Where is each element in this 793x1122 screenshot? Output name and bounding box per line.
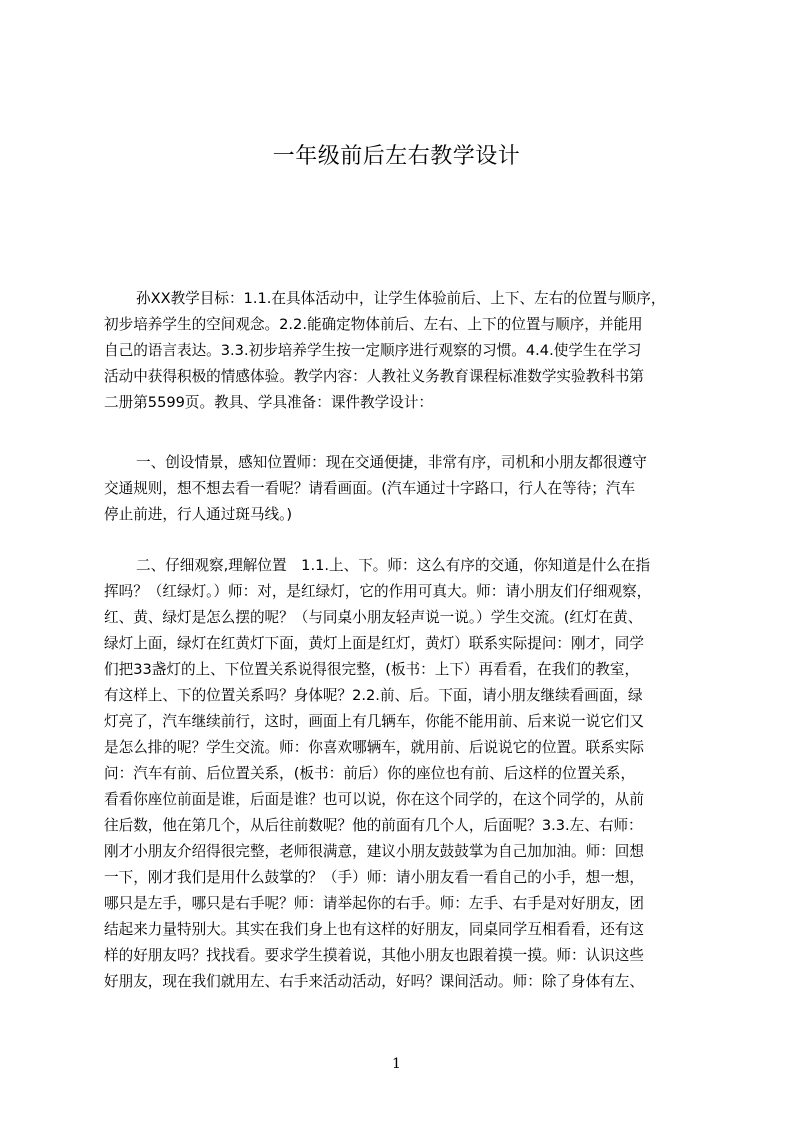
paragraph-line: 一、创设情景，感知位置师：现在交通便捷，非常有序，司机和小朋友都很遵守 xyxy=(136,454,647,471)
paragraph-line: 自己的语言表达。3.3.初步培养学生按一定顺序进行观察的习惯。4.4.使学生在学习 xyxy=(104,342,642,359)
paragraph-line: 灯亮了，汽车继续前行，这时，画面上有几辆车，你能不能用前、后来说一说它们又 xyxy=(104,713,644,730)
paragraph-line: 绿灯上面，绿灯在红黄灯下面，黄灯上面是红灯，黄灯）联系实际提问：刚才，同学 xyxy=(104,635,644,652)
paragraph-line: 活动中获得积极的情感体验。教学内容：人教社义务教育课程标准数学实验教科书第 xyxy=(104,368,644,385)
paragraph-line: 交通规则，想不想去看一看呢？请看画面。(汽车通过十字路口，行人在等待；汽车 xyxy=(104,480,636,497)
paragraph-line: 二、仔细观察,理解位置 1.1.上、下。师：这么有序的交通，你知道是什么在指 xyxy=(136,557,651,574)
paragraph-line: 停止前进，行人通过斑马线。) xyxy=(104,506,293,523)
paragraph-objectives xyxy=(104,286,716,416)
document-title: 一年级前后左右教学设计 xyxy=(272,144,521,169)
paragraph-line: 红、黄、绿灯是怎么摆的呢？（与同桌小朋友轻声说一说。）学生交流。(红灯在黄、 xyxy=(104,609,643,626)
paragraph-section-one xyxy=(104,450,716,528)
paragraph-line: 们把33盏灯的上、下位置关系说得很完整，(板书：上下）再看看，在我们的教室， xyxy=(104,661,640,678)
paragraph-line: 好朋友，现在我们就用左、右手来活动活动，好吗？课间活动。师：除了身体有左、 xyxy=(104,973,644,990)
paragraph-line: 二册第5599页。教具、学具准备：课件教学设计： xyxy=(104,394,434,411)
paragraph-line: 看看你座位前面是谁，后面是谁？也可以说，你在这个同学的，在这个同学的，从前 xyxy=(104,791,644,808)
paragraph-line: 刚才小朋友介绍得很完整，老师很满意，建议小朋友鼓鼓掌为自己加加油。师：回想 xyxy=(104,843,644,860)
paragraph-line: 初步培养学生的空间观念。2.2.能确定物体前后、左右、上下的位置与顺序，并能用 xyxy=(104,316,643,333)
paragraph-line: 有这样上、下的位置关系吗？身体呢？2.2.前、后。下面，请小朋友继续看画面，绿 xyxy=(104,687,643,704)
paragraph-line: 往后数，他在第几个，从后往前数呢？他的前面有几个人，后面呢？3.3.左、右师： xyxy=(104,817,643,834)
paragraph-line: 是怎么排的呢？学生交流。师：你喜欢哪辆车，就用前、后说说它的位置。联系实际 xyxy=(104,739,644,756)
paragraph-line: 挥吗？（红绿灯。）师：对，是红绿灯，它的作用可真大。师：请小朋友们仔细观察， xyxy=(104,583,652,600)
page-number: 1 xyxy=(392,1056,401,1072)
paragraph-line: 样的好朋友吗？找找看。要求学生摸着说，其他小朋友也跟着摸一摸。师：认识这些 xyxy=(104,947,644,964)
paragraph-line: 问：汽车有前、后位置关系，(板书：前后）你的座位也有前、后这样的位置关系， xyxy=(104,765,636,782)
paragraph-section-two xyxy=(104,553,716,995)
paragraph-line: 孙XX教学目标：1.1.在具体活动中，让学生体验前后、上下、左右的位置与顺序， xyxy=(136,290,666,307)
paragraph-line: 结起来力量特别大。其实在我们身上也有这样的好朋友，同桌同学互相看看，还有这 xyxy=(104,921,644,938)
paragraph-line: 哪只是左手，哪只是右手呢？师：请举起你的右手。师：左手、右手是对好朋友，团 xyxy=(104,895,644,912)
paragraph-line: 一下，刚才我们是用什么鼓掌的？（手）师：请小朋友看一看自己的小手，想一想， xyxy=(104,869,644,886)
